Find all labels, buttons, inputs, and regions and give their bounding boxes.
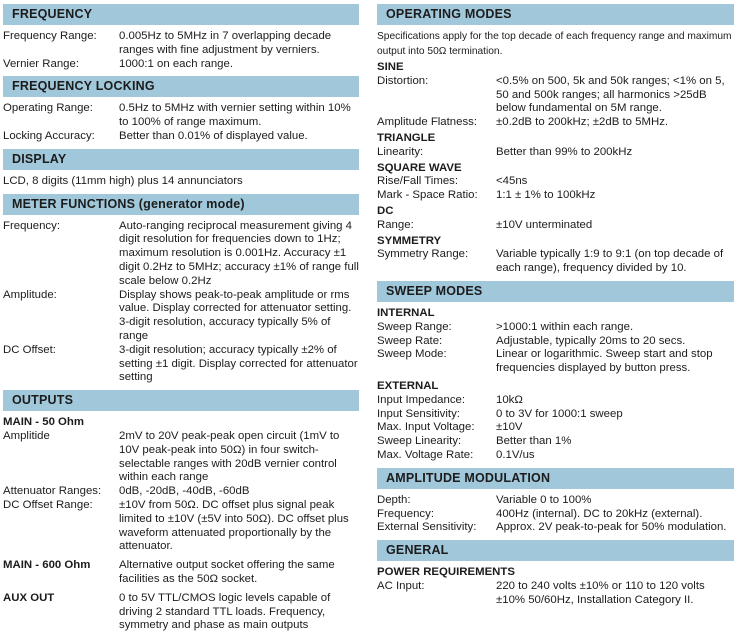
- spec-value: Better than 99% to 200kHz: [496, 145, 633, 158]
- spec-row: [377, 321, 734, 335]
- spec-row: [3, 592, 359, 633]
- spec-row: [3, 499, 359, 554]
- spec-label: DC Offset:: [3, 343, 56, 356]
- spec-value: 220 to 240 volts ±10% or 110 to 120 volts ±10% 50/60Hz, Installation Category II.: [496, 579, 705, 606]
- spec-label: Sweep Linearity:: [377, 435, 462, 448]
- spec-label: Frequency:: [377, 507, 434, 520]
- spec-value: Better than 1%: [496, 435, 572, 448]
- spec-row: [3, 485, 359, 499]
- spec-value: >1000:1 within each range.: [496, 320, 634, 333]
- spec-row: [377, 449, 734, 463]
- spec-row: [377, 146, 734, 160]
- subheading-external: EXTERNAL: [377, 379, 439, 392]
- spec-row: [377, 189, 734, 203]
- spec-value: ±10V: [496, 421, 523, 434]
- spec-row: [377, 580, 734, 608]
- spec-row: [377, 75, 734, 116]
- spec-value: 2mV to 20V peak-peak open circuit (1mV to 10V peak-peak into 50Ω) in four switch-selectable ranges with 20dB vernier control within each range: [119, 429, 340, 484]
- spec-row: [377, 348, 734, 376]
- spec-label: Linearity:: [377, 145, 424, 158]
- spec-label: Sweep Mode:: [377, 348, 447, 361]
- spec-row: [3, 289, 359, 344]
- section-header-sweep-modes: [377, 281, 734, 302]
- spec-value: Alternative output socket offering the same facilities as the 50Ω socket.: [119, 559, 335, 585]
- spec-label: Attenuator Ranges:: [3, 485, 102, 498]
- spec-value: ±0.2dB to 200kHz; ±2dB to 5MHz.: [496, 116, 669, 129]
- section-title: AMPLITUDE MODULATION: [386, 470, 551, 485]
- spec-value: Variable 0 to 100%: [496, 493, 592, 506]
- section-title: METER FUNCTIONS (generator mode): [12, 196, 245, 211]
- spec-value: Linear or logarithmic. Sweep start and stop frequencies displayed by button press.: [496, 348, 713, 375]
- spec-row: [3, 102, 359, 130]
- spec-label: Depth:: [377, 493, 411, 506]
- section-title: OUTPUTS: [12, 393, 74, 408]
- spec-label: Max. Voltage Rate:: [377, 448, 474, 461]
- spec-row: [3, 220, 359, 289]
- spec-label: Sweep Range:: [377, 320, 452, 333]
- spec-row: [377, 521, 734, 535]
- spec-value: Auto-ranging reciprocal measurement giving 4 digit resolution for frequencies down to 1Hz; maximum resolution is 0.001Hz. Accuracy ±1 digit 0.2Hz to 5MHz; accuracy ±1% of range full scale below 0.2Hz: [119, 219, 359, 287]
- spec-row: [377, 116, 734, 130]
- spec-row: [377, 435, 734, 449]
- spec-value: Approx. 2V peak-to-peak for 50% modulation.: [496, 521, 727, 534]
- spec-label: Locking Accuracy:: [3, 129, 95, 142]
- section-header-general: [377, 540, 734, 561]
- spec-row: [377, 494, 734, 508]
- subheading-main-50-ohm: MAIN - 50 Ohm: [3, 416, 85, 429]
- subheading-power-requirements: POWER REQUIREMENTS: [377, 566, 515, 579]
- spec-label: Sweep Rate:: [377, 334, 443, 347]
- spec-row: [3, 30, 359, 58]
- spec-label: MAIN - 600 Ohm: [3, 559, 91, 572]
- spec-label: Rise/Fall Times:: [377, 175, 459, 188]
- spec-label: Frequency:: [3, 219, 60, 232]
- spec-value: <0.5% on 500, 5k and 50k ranges; <1% on 5, 50 and 500k ranges; all harmonics >25dB below fundamental on 5M range.: [496, 74, 725, 115]
- spec-row: [377, 175, 734, 189]
- spec-label: AUX OUT: [3, 591, 55, 604]
- subheading-internal: INTERNAL: [377, 306, 435, 319]
- spec-value: 1000:1 on each range.: [119, 57, 234, 70]
- spec-label: Amplitide: [3, 429, 50, 442]
- spec-value: 0dB, -20dB, -40dB, -60dB: [119, 485, 250, 498]
- spec-value: 1:1 ± 1% to 100kHz: [496, 189, 596, 202]
- subheading-dc: DC: [377, 204, 394, 217]
- spec-value: ±10V unterminated: [496, 218, 593, 231]
- spec-value: Display shows peak-to-peak amplitude or rms value. Display corrected for attenuator setting. 3-digit resolution, accuracy typically 5% of range: [119, 288, 352, 342]
- section-header-frequency: [3, 4, 359, 25]
- spec-label: Frequency Range:: [3, 30, 97, 42]
- section-title: OPERATING MODES: [386, 7, 512, 21]
- spec-row: [377, 219, 734, 233]
- spec-row: [377, 248, 734, 276]
- spec-label: AC Input:: [377, 579, 425, 592]
- spec-label: Amplitude:: [3, 288, 57, 301]
- spec-label: Operating Range:: [3, 102, 93, 115]
- section-header-outputs: [3, 390, 359, 411]
- spec-value: Better than 0.01% of displayed value.: [119, 129, 308, 142]
- section-header-frequency-locking: [3, 76, 359, 97]
- right-column: [377, 4, 734, 633]
- spec-value: 0 to 3V for 1000:1 sweep: [496, 407, 623, 420]
- spec-label: Distortion:: [377, 74, 429, 87]
- spec-value: 0 to 5V TTL/CMOS logic levels capable of driving 2 standard TTL loads. Frequency, symmetry and phase as main outputs: [119, 591, 331, 632]
- spec-row: [377, 394, 734, 408]
- spec-value: 0.5Hz to 5MHz with vernier setting within 10% to 100% of range maximum.: [119, 102, 351, 129]
- spec-value: Adjustable, typically 20ms to 20 secs.: [496, 334, 686, 347]
- spec-value: 3-digit resolution; accuracy typically ±2% of setting ±1 digit. Display corrected for attenuator setting: [119, 343, 358, 384]
- section-header-display: [3, 149, 359, 170]
- spec-row: [377, 335, 734, 349]
- spec-label: Range:: [377, 218, 414, 231]
- spec-label: Amplitude Flatness:: [377, 116, 478, 129]
- section-header-operating-modes: [377, 4, 734, 25]
- spec-label: Input Impedance:: [377, 393, 466, 406]
- operating-modes-intro: Specifications apply for the top decade of each frequency range and maximum output into 50Ω termination.: [377, 31, 732, 57]
- section-title: FREQUENCY LOCKING: [12, 79, 155, 94]
- spec-row: [3, 344, 359, 385]
- spec-row: [3, 130, 359, 144]
- spec-value: 10kΩ: [496, 393, 523, 406]
- spec-value: ±10V from 50Ω. DC offset plus signal peak limited to ±10V (±5V into 50Ω). DC offset plus waveform attenuated proportionally by the attenuator.: [119, 498, 349, 553]
- subheading-triangle: TRIANGLE: [377, 131, 436, 144]
- section-header-amplitude-modulation: [377, 468, 734, 489]
- spec-value: 0.005Hz to 5MHz in 7 overlapping decade ranges with fine adjustment by verniers.: [119, 30, 332, 56]
- section-header-meter-functions: [3, 194, 359, 215]
- spec-row: [3, 58, 359, 72]
- left-column: [3, 4, 359, 633]
- spec-label: Vernier Range:: [3, 57, 79, 70]
- spec-label: DC Offset Range:: [3, 498, 93, 511]
- subheading-sine: SINE: [377, 61, 404, 73]
- section-title: DISPLAY: [12, 151, 67, 166]
- spec-value: 0.1V/us: [496, 448, 535, 461]
- spec-row: [377, 408, 734, 422]
- spec-row: [377, 508, 734, 522]
- spec-value: 400Hz (internal). DC to 20kHz (external).: [496, 507, 703, 520]
- spec-value: <45ns: [496, 175, 528, 188]
- spec-value: Variable typically 1:9 to 9:1 (on top decade of each range), frequency divided by 10.: [496, 248, 724, 275]
- spec-label: Input Sensitivity:: [377, 407, 460, 420]
- subheading-symmetry: SYMMETRY: [377, 234, 442, 247]
- section-title: GENERAL: [386, 543, 449, 558]
- spec-label: External Sensitivity:: [377, 521, 477, 534]
- subheading-square-wave: SQUARE WAVE: [377, 161, 462, 174]
- spec-label: Max. Input Voltage:: [377, 421, 475, 434]
- spec-label: Symmetry Range:: [377, 248, 469, 261]
- spec-row: [3, 430, 359, 485]
- spec-label: Mark - Space Ratio:: [377, 189, 478, 202]
- section-title: SWEEP MODES: [386, 283, 483, 298]
- spec-row: [377, 421, 734, 435]
- spec-row: [3, 559, 359, 587]
- section-title: FREQUENCY: [12, 7, 93, 21]
- display-text: LCD, 8 digits (11mm high) plus 14 annunciators: [3, 174, 243, 187]
